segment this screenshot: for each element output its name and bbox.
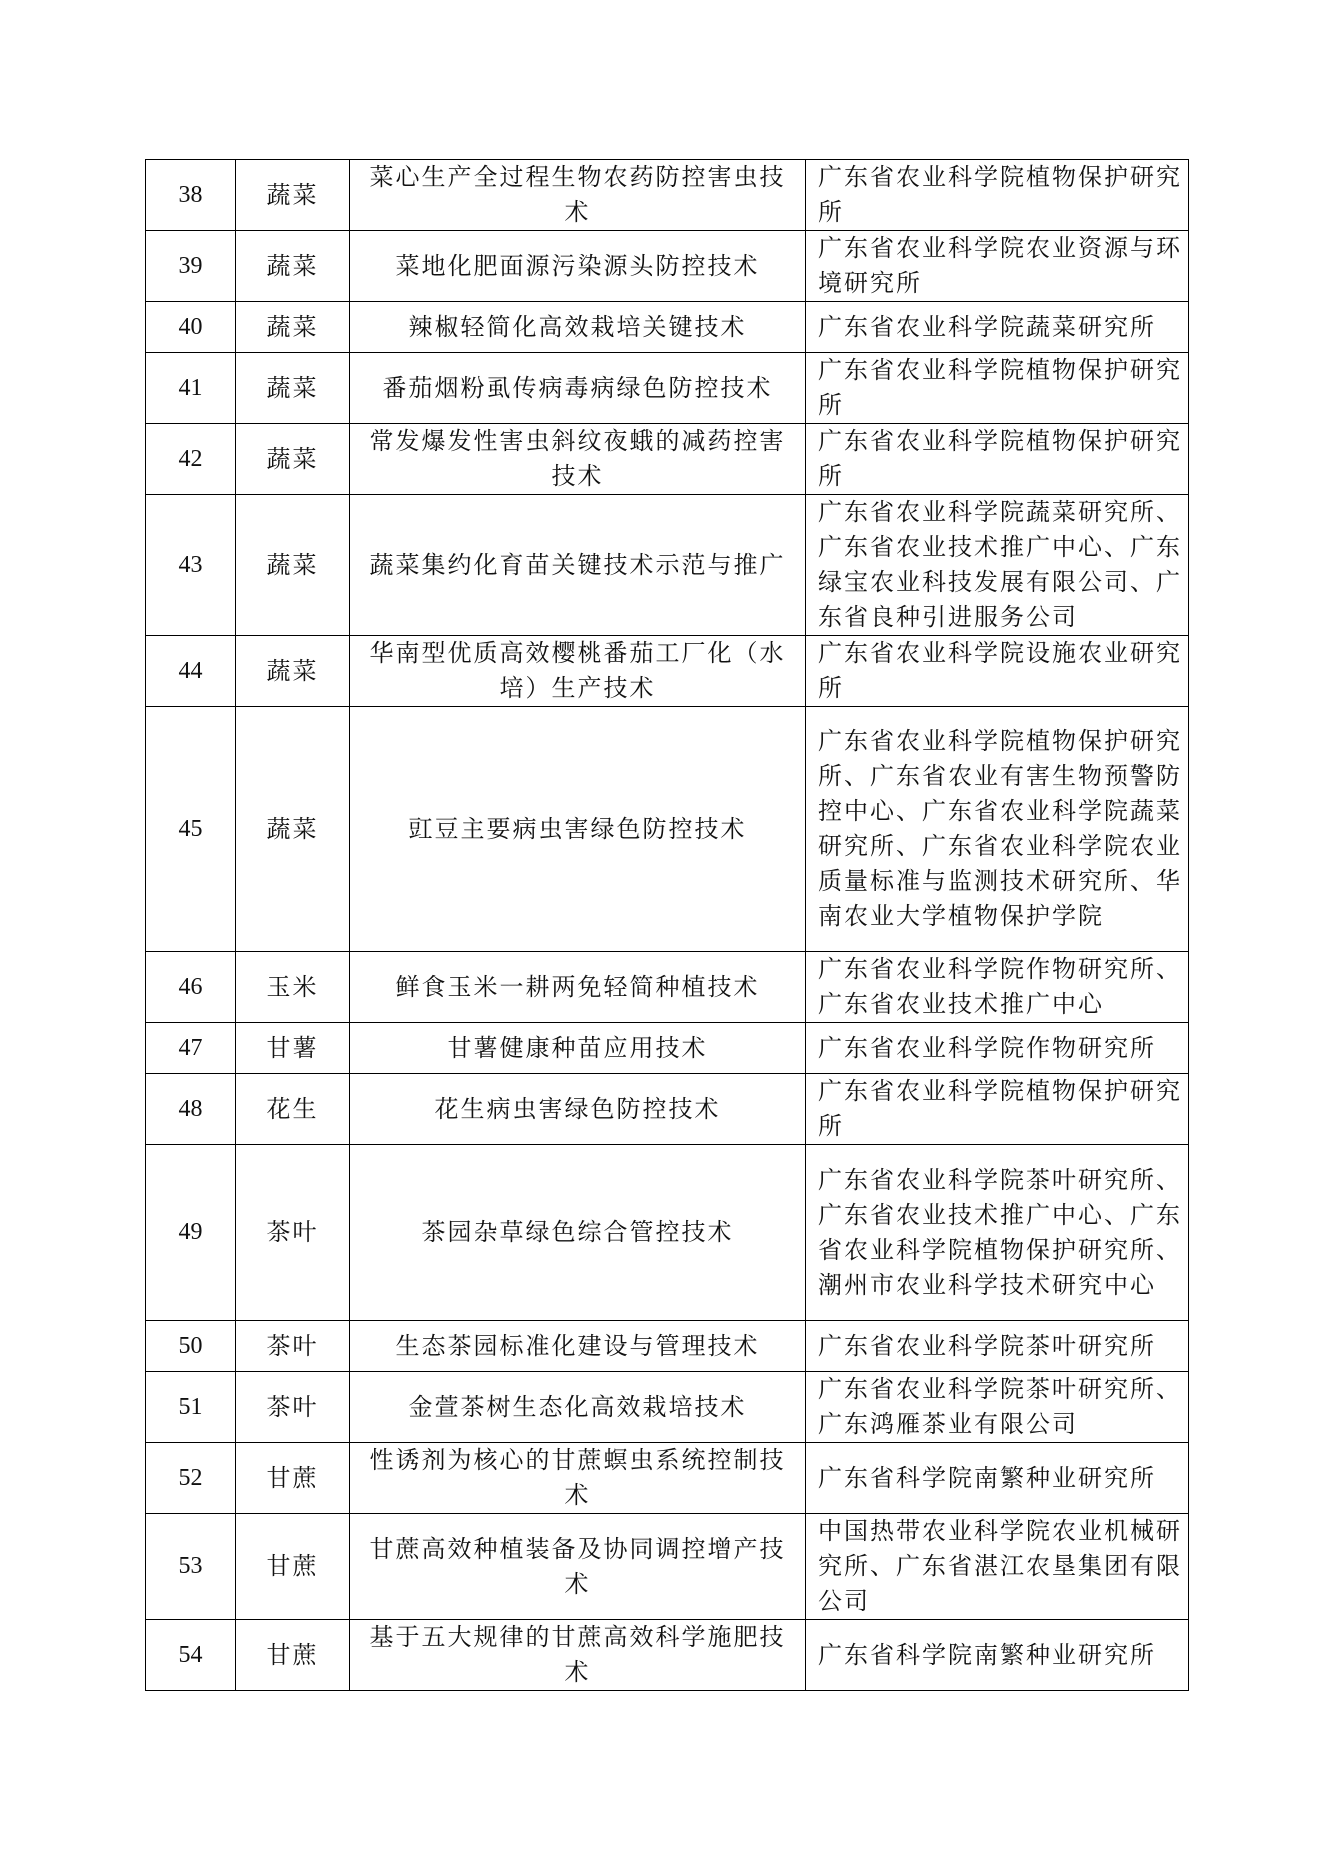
row-number: 39 bbox=[146, 231, 236, 302]
row-category: 蔬菜 bbox=[236, 707, 350, 952]
row-category: 蔬菜 bbox=[236, 636, 350, 707]
row-category: 甘蔗 bbox=[236, 1443, 350, 1514]
row-technology: 常发爆发性害虫斜纹夜蛾的减药控害技术 bbox=[350, 424, 806, 495]
row-number: 49 bbox=[146, 1145, 236, 1321]
row-technology: 菜地化肥面源污染源头防控技术 bbox=[350, 231, 806, 302]
row-units: 广东省农业科学院农业资源与环境研究所 bbox=[806, 231, 1189, 302]
row-units: 广东省科学院南繁种业研究所 bbox=[806, 1443, 1189, 1514]
row-technology: 番茄烟粉虱传病毒病绿色防控技术 bbox=[350, 353, 806, 424]
table-row bbox=[146, 1514, 1189, 1620]
row-number: 52 bbox=[146, 1443, 236, 1514]
row-number: 42 bbox=[146, 424, 236, 495]
table-row bbox=[146, 1074, 1189, 1145]
row-technology: 菜心生产全过程生物农药防控害虫技术 bbox=[350, 160, 806, 231]
row-technology: 鲜食玉米一耕两免轻简种植技术 bbox=[350, 952, 806, 1023]
table-row bbox=[146, 1620, 1189, 1691]
technology-table bbox=[145, 159, 1189, 1691]
row-units: 广东省农业科学院蔬菜研究所、广东省农业技术推广中心、广东绿宝农业科技发展有限公司、广东省良种引进服务公司 bbox=[806, 495, 1189, 636]
row-number: 45 bbox=[146, 707, 236, 952]
row-number: 40 bbox=[146, 302, 236, 353]
table-row bbox=[146, 302, 1189, 353]
row-number: 43 bbox=[146, 495, 236, 636]
row-units: 广东省农业科学院植物保护研究所 bbox=[806, 353, 1189, 424]
row-category: 茶叶 bbox=[236, 1321, 350, 1372]
row-technology: 花生病虫害绿色防控技术 bbox=[350, 1074, 806, 1145]
row-units: 广东省农业科学院作物研究所、广东省农业技术推广中心 bbox=[806, 952, 1189, 1023]
row-technology: 金萱茶树生态化高效栽培技术 bbox=[350, 1372, 806, 1443]
row-technology: 甘蔗高效种植装备及协同调控增产技术 bbox=[350, 1514, 806, 1620]
table-row bbox=[146, 353, 1189, 424]
row-technology: 华南型优质高效樱桃番茄工厂化（水培）生产技术 bbox=[350, 636, 806, 707]
row-category: 蔬菜 bbox=[236, 495, 350, 636]
table-row bbox=[146, 231, 1189, 302]
row-category: 甘蔗 bbox=[236, 1514, 350, 1620]
table-row bbox=[146, 636, 1189, 707]
row-technology: 基于五大规律的甘蔗高效科学施肥技术 bbox=[350, 1620, 806, 1691]
row-units: 广东省农业科学院植物保护研究所、广东省农业有害生物预警防控中心、广东省农业科学院蔬菜研究所、广东省农业科学院农业质量标准与监测技术研究所、华南农业大学植物保护学院 bbox=[806, 707, 1189, 952]
table-row bbox=[146, 495, 1189, 636]
row-number: 51 bbox=[146, 1372, 236, 1443]
row-category: 蔬菜 bbox=[236, 302, 350, 353]
row-technology: 性诱剂为核心的甘蔗螟虫系统控制技术 bbox=[350, 1443, 806, 1514]
row-category: 茶叶 bbox=[236, 1372, 350, 1443]
row-number: 46 bbox=[146, 952, 236, 1023]
row-units: 广东省农业科学院植物保护研究所 bbox=[806, 1074, 1189, 1145]
table-row bbox=[146, 1145, 1189, 1321]
row-units: 广东省农业科学院蔬菜研究所 bbox=[806, 302, 1189, 353]
row-category: 甘薯 bbox=[236, 1023, 350, 1074]
row-category: 茶叶 bbox=[236, 1145, 350, 1321]
row-units: 广东省农业科学院茶叶研究所 bbox=[806, 1321, 1189, 1372]
row-category: 玉米 bbox=[236, 952, 350, 1023]
row-units: 广东省农业科学院设施农业研究所 bbox=[806, 636, 1189, 707]
row-category: 甘蔗 bbox=[236, 1620, 350, 1691]
row-category: 蔬菜 bbox=[236, 231, 350, 302]
row-category: 蔬菜 bbox=[236, 424, 350, 495]
table-row bbox=[146, 1023, 1189, 1074]
row-category: 花生 bbox=[236, 1074, 350, 1145]
row-technology: 甘薯健康种苗应用技术 bbox=[350, 1023, 806, 1074]
row-category: 蔬菜 bbox=[236, 160, 350, 231]
row-units: 广东省农业科学院茶叶研究所、广东省农业技术推广中心、广东省农业科学院植物保护研究所、潮州市农业科学技术研究中心 bbox=[806, 1145, 1189, 1321]
table-row bbox=[146, 952, 1189, 1023]
table-row bbox=[146, 707, 1189, 952]
row-units: 广东省科学院南繁种业研究所 bbox=[806, 1620, 1189, 1691]
row-number: 38 bbox=[146, 160, 236, 231]
row-number: 53 bbox=[146, 1514, 236, 1620]
row-units: 广东省农业科学院植物保护研究所 bbox=[806, 424, 1189, 495]
table-row bbox=[146, 424, 1189, 495]
row-technology: 蔬菜集约化育苗关键技术示范与推广 bbox=[350, 495, 806, 636]
table-row bbox=[146, 1443, 1189, 1514]
row-technology: 辣椒轻简化高效栽培关键技术 bbox=[350, 302, 806, 353]
row-number: 50 bbox=[146, 1321, 236, 1372]
row-technology: 生态茶园标准化建设与管理技术 bbox=[350, 1321, 806, 1372]
table-row bbox=[146, 1372, 1189, 1443]
row-units: 广东省农业科学院茶叶研究所、广东鸿雁茶业有限公司 bbox=[806, 1372, 1189, 1443]
row-number: 44 bbox=[146, 636, 236, 707]
row-number: 48 bbox=[146, 1074, 236, 1145]
row-units: 广东省农业科学院植物保护研究所 bbox=[806, 160, 1189, 231]
row-number: 54 bbox=[146, 1620, 236, 1691]
row-number: 41 bbox=[146, 353, 236, 424]
row-units: 广东省农业科学院作物研究所 bbox=[806, 1023, 1189, 1074]
table-row bbox=[146, 160, 1189, 231]
row-category: 蔬菜 bbox=[236, 353, 350, 424]
table-row bbox=[146, 1321, 1189, 1372]
row-technology: 茶园杂草绿色综合管控技术 bbox=[350, 1145, 806, 1321]
row-number: 47 bbox=[146, 1023, 236, 1074]
row-technology: 豇豆主要病虫害绿色防控技术 bbox=[350, 707, 806, 952]
row-units: 中国热带农业科学院农业机械研究所、广东省湛江农垦集团有限公司 bbox=[806, 1514, 1189, 1620]
table-body bbox=[146, 160, 1189, 1691]
